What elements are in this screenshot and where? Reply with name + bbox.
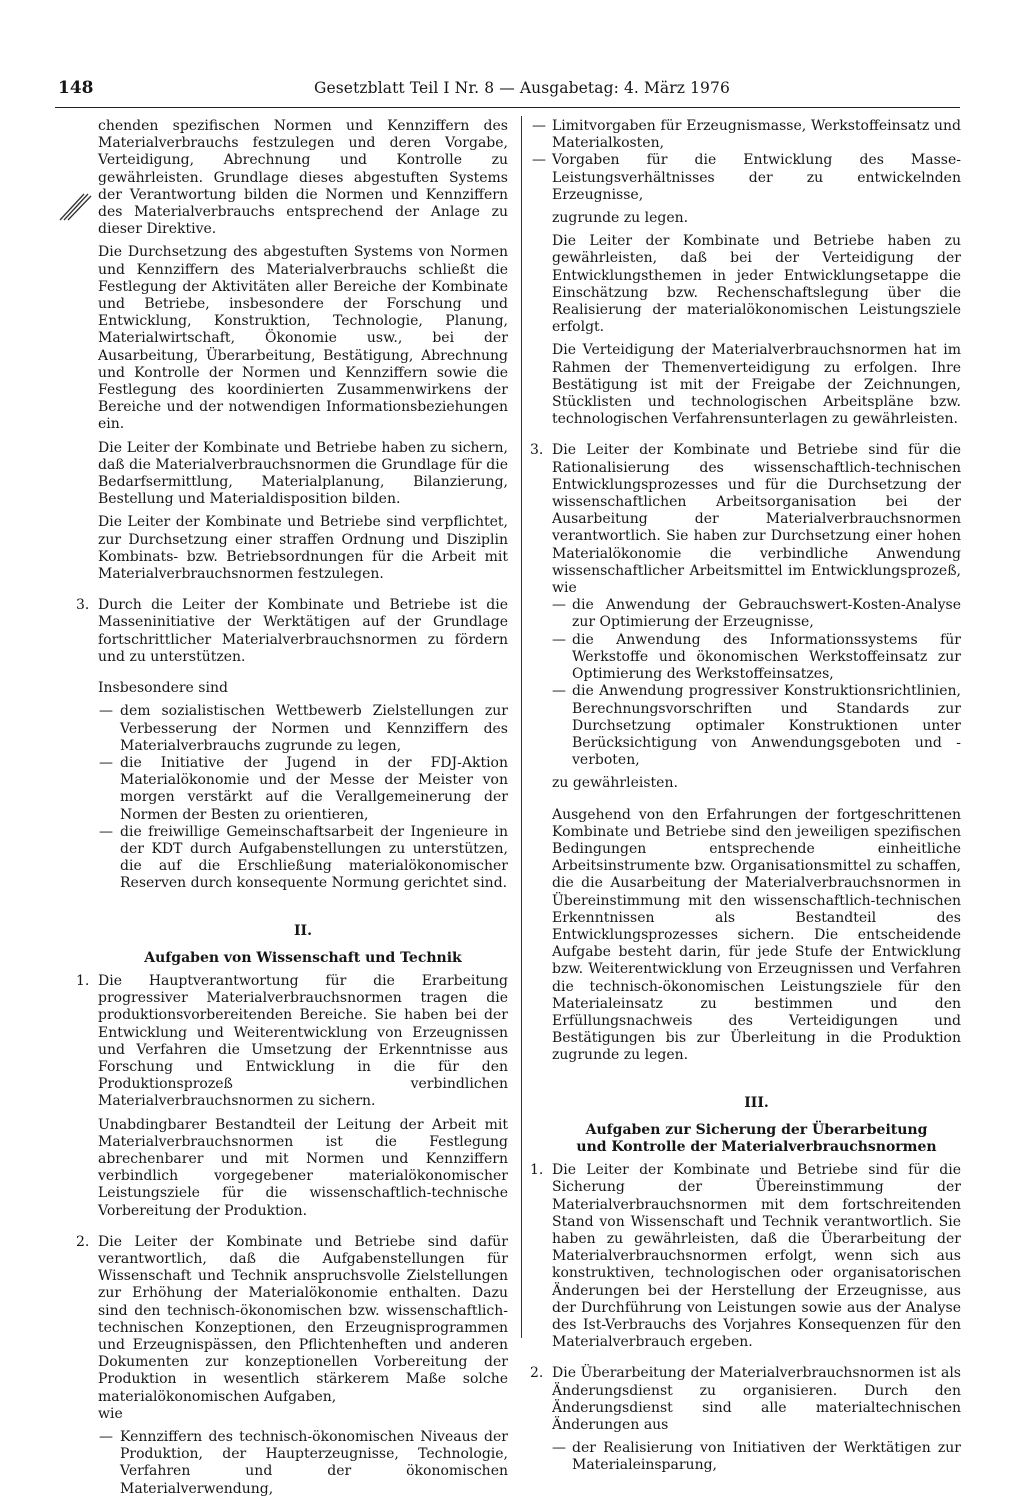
dash: — [99, 823, 113, 840]
dash: — [532, 118, 546, 134]
dash-item [58, 703, 508, 755]
dash: — [552, 1440, 566, 1457]
section-number: II. [294, 922, 312, 939]
item-text: Durch die Leiter der Kombinate und Betriebe ist die Masseninitiative der Werktätigen auf der Grundlage fortschrittlicher Materialverbrauchsnormen zu fördern und zu unterstützen. [98, 597, 508, 665]
item-number: 1. [530, 1162, 544, 1179]
paragraph: Insbesondere sind [98, 680, 228, 697]
numbered-item [530, 1162, 961, 1351]
paragraph: Die Verteidigung der Materialverbrauchsnormen hat im Rahmen der Themenverteidigung zu erfolgen. Ihre Bestätigung ist mit der Freigabe der Zeichnungen, Stücklisten und technologischen Arbeitspläne bzw. technologischen Verfahrensunterlagen zu gewährleisten. [552, 342, 961, 428]
dash-item-text: die Anwendung der Gebrauchswert-Kosten-Analyse zur Optimierung der Erzeugnisse, [572, 597, 961, 631]
item-number: 2. [530, 1365, 544, 1382]
paragraph: zugrunde zu legen. [552, 210, 689, 227]
column-divider [521, 116, 522, 1338]
section-title: und Kontrolle der Materialverbrauchsnormen [576, 1138, 937, 1155]
paragraph: Die Leiter der Kombinate und Betriebe sind verpflichtet, zur Durchsetzung einer straffen Ordnung und Disziplin Kombinats- bzw. Betriebsordnungen für die Arbeit mit Materialverbrauchsnormen festzulegen. [98, 514, 508, 583]
right-column [530, 118, 961, 1475]
paragraph: Ausgehend von den Erfahrungen der fortgeschrittenen Kombinate und Betriebe sind den jeweiligen spezifischen Bedingungen entsprechende einheitliche Arbeitsinstrumente bzw. Organisationsmittel zu schaffen, die die Ausarbeitung der Materialverbrauchsnormen in Übereinstimmung mit den wissenschaftlich-technischen Erkenntnissen als Bestandteil des Entwicklungsprozesses sichern. Die entscheidende Aufgabe besteht darin, für jede Stufe der Entwicklung bzw. Weiterentwicklung von Erzeugnissen und Verfahren die technisch-ökonomischen Leistungsziele für den Materialeinsatz zu bestimmen und den Erfüllungsnachweis des Verteidigungen und Bestätigungen bis zur Überleitung in die Produktion zugrunde zu legen. [552, 806, 961, 1064]
dash-item-text: die freiwillige Gemeinschaftsarbeit der Ingenieure in der KDT durch Aufgabenstellungen zu unterstützen, die auf die Erschließung materialökonomischer Reserven durch konsequente Normung gerichtet sind. [120, 823, 508, 892]
dash: — [99, 703, 113, 720]
item-number: 3. [530, 442, 544, 459]
section-title: Aufgaben von Wissenschaft und Technik [144, 949, 462, 966]
dash-item-text: Limitvorgaben für Erzeugnismasse, Werkstoffeinsatz und Materialkosten, [552, 118, 961, 152]
paragraph: Die Leiter der Kombinate und Betriebe haben zu gewährleisten, daß bei der Verteidigung der Entwicklungsthemen in jeder Entwicklungsetappe die Einschätzung bzw. Rechenschaftslegung über die Realisierung der materialökonomischen Leistungsziele erfolgt. [552, 233, 961, 336]
dash-item-text: dem sozialistischen Wettbewerb Zielstellungen zur Verbesserung der Normen und Kennziffern des Materialverbrauchs zugrunde zu legen, [120, 703, 508, 754]
dash-item [530, 597, 961, 631]
page-number: 148 [58, 78, 94, 98]
paragraph: Die Durchsetzung des abgestuften Systems von Normen und Kennziffern des Materialverbrauchs schließt die Festlegung der Aktivitäten aller Bereiche der Kombinate und Betriebe, insbesondere der Forschung und Entwicklung, Konstruktion, Technologie, Planung, Materialwirtschaft, Ökonomie usw., bei der Ausarbeitung, Überarbeitung, Bestätigung, Abrechnung und Kontrolle der Normen und Kennziffern sowie die Festlegung des koordinierten Zusammenwirkens der Bereiche und der notwendigen Informationsbeziehungen ein. [98, 244, 508, 433]
dash-item [530, 683, 961, 769]
dash-item [58, 824, 508, 893]
item-text: Die Hauptverantwortung für die Erarbeitung progressiver Materialverbrauchsnormen tragen die produktionsvorbereitenden Bereiche. Sie haben bei der Entwicklung und Weiterentwicklung von Erzeugnissen und Verfahren die Umsetzung der Erkenntnisse aus Forschung und Entwicklung in die für den Produktionsprozeß verbindlichen Materialverbrauchsnormen zu sichern. [98, 972, 508, 1110]
dash-item-text: die Initiative der Jugend in der FDJ-Aktion Materialökonomie und der Messe der Meister von morgen verstärkt auf die Verallgemeinerung der Normen der Besten zu orientieren, [120, 754, 508, 823]
numbered-item [530, 1365, 961, 1434]
dash: — [532, 152, 546, 169]
dash: — [99, 1429, 113, 1446]
dash: — [552, 631, 566, 648]
item-number: 1. [76, 972, 90, 989]
paragraph: Unabdingbarer Bestandteil der Leitung der Arbeit mit Materialverbrauchsnormen ist die Festlegung abrechenbarer und mit Normen und Kennziffern verbindlich vorgegebener materialökonomischer Leistungsziele für die wissenschaftlich-technische Vorbereitung der Produktion. [98, 1116, 508, 1219]
numbered-item [530, 442, 961, 597]
dash-item [58, 755, 508, 824]
item-text: Die Überarbeitung der Materialverbrauchsnormen ist als Änderungsdienst zu organisieren. Durch den Änderungsdienst sind alle materialtechnischen Änderungen aus [552, 1365, 961, 1434]
dash-item-text: die Anwendung progressiver Konstruktionsrichtlinien, Berechnungsvorschriften und Standards zur Durchsetzung optimaler Konstruktionen unter Berücksichtigung von Anwendungsgeboten und -verboten, [572, 683, 961, 769]
dash-item [530, 1440, 961, 1474]
running-head: Gesetzblatt Teil I Nr. 8 — Ausgabetag: 4. März 1976 [314, 79, 730, 97]
item-text: Die Leiter der Kombinate und Betriebe sind für die Sicherung der Übereinstimmung der Materialverbrauchsnormen mit dem fortschreitenden Stand von Wissenschaft und Technik verantwortlich. Sie haben zu gewährleisten, daß die Überarbeitung der Materialverbrauchsnormen erfolgt, wenn sich aus konstruktiven, technologischen oder organisatorischen Änderungen bei der Herstellung der Erzeugnisse, aus der Durchführung von Leistungen sowie aus der Analyse des Ist-Verbrauchs des Vorjahres Konsequenzen für den Materialverbrauch ergeben. [552, 1162, 961, 1351]
item-number: 3. [76, 597, 90, 614]
left-column [58, 118, 508, 1498]
dash-item-text: Kennziffern des technisch-ökonomischen Niveaus der Produktion, der Haupterzeugnisse, Technologie, Verfahren und der ökonomischen Materialverwendung, [120, 1429, 508, 1497]
dash: — [552, 683, 566, 700]
page-header [0, 80, 1024, 104]
dash-item-text: die Anwendung des Informationssystems für Werkstoffe und ökonomischen Werkstoffeinsatz zur Optimierung des Werkstoffeinsatzes, [572, 631, 961, 683]
paragraph: zu gewährleisten. [552, 775, 678, 792]
dash-item [530, 152, 961, 204]
dash-item-text: Vorgaben für die Entwicklung des Masse-Leistungsverhältnisses der zu entwickelnden Erzeugnisse, [552, 152, 961, 203]
dash-item-text: der Realisierung von Initiativen der Werktätigen zur Materialeinsparung, [572, 1440, 961, 1474]
dash-item [530, 118, 961, 152]
section-title: Aufgaben zur Sicherung der Überarbeitung [585, 1121, 928, 1138]
numbered-item [58, 597, 508, 666]
item-text: Die Leiter der Kombinate und Betriebe sind für die Rationalisierung des wissenschaftlich-technischen Entwicklungsprozesses und für die Durchsetzung der wissenschaftlichen Arbeitsorganisation bei der Ausarbeitung der Materialverbrauchsnormen verantwortlich. Sie haben zur Durchsetzung einer hohen Materialökonomie die verbindliche Anwendung wissenschaftlicher Arbeitsmittel im Entwicklungsprozeß, wie [552, 442, 961, 597]
item-text: Die Leiter der Kombinate und Betriebe sind dafür verantwortlich, daß die Aufgabenstellungen für Wissenschaft und Technik anspruchsvolle Zielstellungen zur Erhöhung der Materialökonomie enthalten. Dazu sind den technisch-ökonomischen bzw. wissenschaftlich-technischen Konzeptionen, den Erzeugnisprogrammen und Erzeugnispässen, den Pflichtenheften und anderen Dokumenten zur konzeptionellen Vorbereitung der Produktion in wesentlich stärkerem Maße solche materialökonomischen Aufgaben, [98, 1233, 508, 1405]
paragraph: Die Leiter der Kombinate und Betriebe haben zu sichern, daß die Materialverbrauchsnormen die Grundlage für die Bedarfsermittlung, Materialplanung, Bilanzierung, Bestellung und Materialdisposition bilden. [98, 439, 508, 508]
paragraph: wie [98, 1405, 123, 1422]
header-rule [55, 107, 960, 108]
paragraph: chenden spezifischen Normen und Kennziffern des Materialverbrauchs festzulegen und deren Vorgabe, Verteidigung, Abrechnung und Kontrolle zu gewährleisten. Grundlage dieses abgestuften Systems der Verantwortung bilden die Normen und Kennziffern des Materialverbrauchs entsprechend der Anlage zu dieser Direktive. [98, 118, 508, 238]
numbered-item [58, 973, 508, 1111]
dash: — [99, 754, 113, 771]
item-number: 2. [76, 1233, 90, 1250]
section-number: III. [744, 1094, 769, 1111]
numbered-item [58, 1234, 508, 1406]
dash-item [58, 1429, 508, 1498]
dash-item [530, 632, 961, 684]
dash: — [552, 597, 566, 614]
